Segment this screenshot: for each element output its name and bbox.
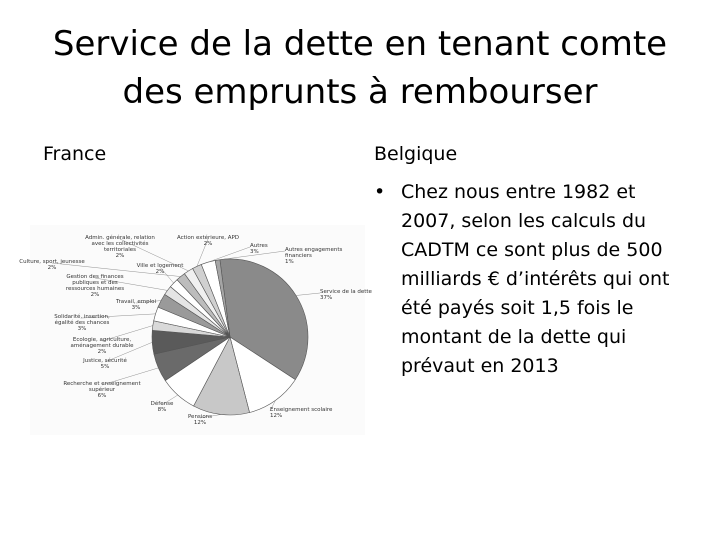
pie-slice-label: Solidarité, insertion, égalité des chances 3% bbox=[54, 314, 110, 332]
heading-belgique: Belgique bbox=[374, 143, 458, 165]
pie-chart bbox=[19, 225, 372, 435]
slide-title bbox=[20, 20, 700, 116]
pie-slice-label: Service de la dette 37% bbox=[320, 289, 372, 301]
bullet-text: Chez nous entre 1982 et 2007, selon les calculs du CADTM ce sont plus de 500 milliards € d’intérêts qui ont été payés soit 1,5 fois le montant de la dette qui prévaut en 2013 bbox=[401, 181, 670, 377]
pie-slice-label: Ville et logement 2% bbox=[136, 263, 184, 275]
bullet-dot: • bbox=[374, 181, 386, 203]
pie-slice-label: Action extérieure, APD 2% bbox=[176, 235, 240, 247]
pie-slice-label: Défense 8% bbox=[150, 401, 174, 413]
pie-slice-label: Enseignement scolaire 12% bbox=[270, 407, 333, 419]
pie-slices bbox=[152, 259, 308, 415]
pie-slice-label: Gestion des finances publiques et des ressources humaines 2% bbox=[65, 274, 125, 298]
pie-slice-label: Ecologie, agriculture, aménagement durable 2% bbox=[70, 337, 134, 355]
pie-slice-label: Admin. générale, relation avec les collectivités territoriales 2% bbox=[85, 235, 155, 259]
pie-slice-label: Autres 3% bbox=[250, 243, 268, 255]
pie-slice-label: Travail, emploi 3% bbox=[115, 299, 157, 311]
heading-france: France bbox=[43, 143, 107, 165]
pie-slice-label: Culture, sport, jeunesse 2% bbox=[19, 259, 85, 271]
bullet-item bbox=[374, 178, 694, 381]
pie-slice-label: Autres engagements financiers 1% bbox=[285, 247, 343, 265]
title-line-2: des emprunts à rembourser bbox=[122, 72, 598, 112]
pie-chart-figure bbox=[19, 225, 372, 435]
title-line-1: Service de la dette en tenant comte bbox=[52, 24, 668, 64]
pie-slice-label: Justice, sécurité 5% bbox=[83, 358, 127, 370]
pie-slice-label: Recherche et enseignement supérieur 6% bbox=[63, 381, 141, 399]
pie-slice-label: Pensions 12% bbox=[187, 414, 213, 426]
